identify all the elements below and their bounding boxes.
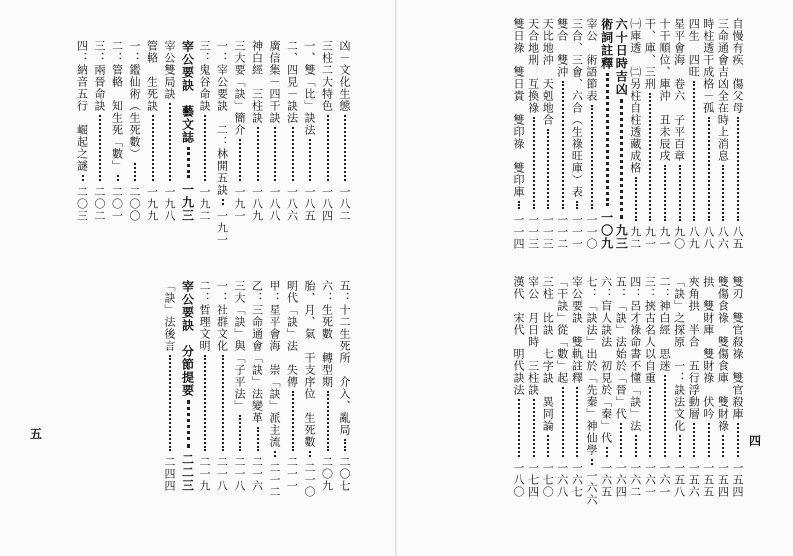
toc-dot-leader bbox=[687, 423, 695, 457]
toc-entry-title: 胎、月、氣 干支序位 生死數 bbox=[303, 280, 316, 448]
toc-entry bbox=[731, 276, 743, 498]
toc-page-number: 九二 bbox=[628, 226, 642, 250]
toc-entry-title: 一：宰公要訣 二：林開五訣 bbox=[215, 40, 229, 196]
toc-entry-title: 乙：三命通會「訣」法變革 bbox=[250, 280, 264, 424]
toc-page-number: 二一八 bbox=[215, 456, 229, 492]
toc-entry bbox=[687, 18, 699, 250]
toc-page-number: 一八九 bbox=[250, 186, 264, 222]
toc-entry bbox=[629, 276, 641, 498]
toc-entry-title: 一：社群文化 bbox=[215, 280, 229, 352]
toc-entry bbox=[600, 276, 612, 498]
toc-entry-title: 「訣」之探原 一：訣法文化 bbox=[672, 276, 686, 432]
toc-dot-leader bbox=[600, 447, 608, 457]
toc-page-number: 一五六 bbox=[687, 462, 701, 498]
toc-page-number: 二一一 bbox=[285, 456, 299, 492]
toc-page-number: 八九 bbox=[687, 226, 701, 250]
toc-dot-leader bbox=[93, 115, 101, 181]
toc-page-number: 一九三 bbox=[180, 183, 195, 222]
toc-entry-title: 三柱二大特色 bbox=[320, 40, 334, 112]
toc-dot-leader bbox=[233, 415, 241, 451]
toc-page-number: 一一〇 bbox=[585, 214, 598, 250]
toc-entry bbox=[570, 276, 582, 498]
toc-entry bbox=[600, 18, 613, 250]
toc-entry-title: 三大「訣」與「子平法」 bbox=[233, 280, 246, 412]
toc-dot-leader bbox=[303, 139, 311, 181]
toc-page-number: 一九九 bbox=[145, 186, 159, 222]
toc-page-number: 二一〇 bbox=[303, 462, 316, 498]
toc-entry bbox=[643, 276, 655, 498]
toc-heading-title: 宰公要訣 分節提要 bbox=[180, 280, 195, 397]
toc-page-number: 二〇一 bbox=[110, 186, 124, 222]
toc-entry-title: 三：挾古名人以自重 bbox=[643, 276, 657, 384]
toc-page-number: 九〇 bbox=[672, 226, 686, 250]
toc-page-number: 一五八 bbox=[672, 462, 686, 498]
toc-entry bbox=[303, 280, 316, 498]
page-number: 四 bbox=[749, 434, 762, 448]
toc-page-number: 一六七 bbox=[570, 462, 584, 498]
toc-page-number: 一八〇 bbox=[512, 462, 525, 498]
toc-entry bbox=[163, 40, 175, 222]
toc-entry bbox=[731, 18, 743, 250]
toc-entry bbox=[251, 280, 263, 492]
toc-entry-title: 雙合 雙沖 bbox=[555, 18, 569, 78]
toc-entry-title: 三：鬼谷命訣 bbox=[198, 40, 211, 112]
toc-entry bbox=[658, 18, 670, 250]
toc-dot-leader bbox=[128, 163, 136, 181]
toc-page-number: 一九八 bbox=[163, 186, 176, 222]
toc-page-number: 一五五 bbox=[701, 462, 715, 498]
toc-dot-leader bbox=[198, 115, 206, 181]
toc-entry-title: 宰公 術語節表 bbox=[585, 18, 598, 102]
toc-dot-leader bbox=[321, 391, 329, 451]
toc-dot-leader bbox=[673, 165, 681, 221]
toc-entry-title: 星平會海 卷六 子平百章 bbox=[672, 18, 686, 162]
toc-entry bbox=[702, 18, 714, 250]
toc-dot-leader bbox=[541, 129, 549, 209]
toc-page-number: 一一三 bbox=[541, 214, 555, 250]
toc-dot-leader bbox=[512, 201, 520, 209]
toc-entry bbox=[541, 276, 553, 498]
toc-page-number: 九三 bbox=[614, 224, 629, 250]
toc-page-number: 一六五 bbox=[599, 462, 613, 498]
toc-entry bbox=[527, 276, 539, 498]
right-page bbox=[397, 0, 793, 556]
toc-page-number: 一八六 bbox=[285, 186, 299, 222]
toc-page-number: 一八八 bbox=[268, 186, 281, 222]
toc-dot-leader bbox=[687, 81, 695, 221]
toc-page-number: 一六八 bbox=[555, 462, 569, 498]
toc-dot-leader bbox=[111, 175, 119, 181]
toc-entry bbox=[268, 280, 281, 498]
toc-entry bbox=[215, 40, 229, 246]
toc-entry bbox=[233, 280, 245, 492]
toc-page-number: 一六四 bbox=[614, 462, 628, 498]
toc-page-number: 二一九 bbox=[198, 456, 211, 492]
toc-entry bbox=[321, 40, 333, 222]
toc-entry-title: 雙傷食祿 雙傷食庫 雙財祿 bbox=[716, 276, 730, 432]
toc-entry-title: 六：盲人訣法 初見於「秦」代 bbox=[599, 276, 613, 444]
toc-dot-leader bbox=[600, 73, 609, 206]
toc-page-number: 九一 bbox=[643, 226, 657, 250]
toc-dot-leader bbox=[541, 435, 549, 457]
toc-entry-title: 天比地沖 天剋地合 bbox=[541, 18, 555, 126]
toc-entry-title: 時柱透干成格－孤 bbox=[701, 18, 715, 114]
toc-page-number: 一一二 bbox=[555, 214, 569, 250]
toc-entry-title: 十干順位、庫沖 丑未辰戌 bbox=[658, 18, 671, 162]
toc-entry-title: 雙刃 雙官殺祿 雙官殺庫 bbox=[731, 276, 744, 420]
toc-heading-title: 六十日時吉凶 bbox=[614, 18, 629, 96]
toc-entry-title: 四生 四旺 bbox=[687, 18, 701, 78]
toc-entry-title: 天合地刑 互換祿 bbox=[526, 18, 540, 114]
toc-dot-leader bbox=[286, 127, 294, 181]
toc-dot-leader bbox=[216, 199, 224, 205]
toc-entry-title: 漢代 宋代 明代訣法 bbox=[512, 276, 525, 396]
toc-dot-leader bbox=[702, 423, 710, 457]
toc-heading-title: 宰公要訣 藝文誌 bbox=[180, 40, 195, 144]
toc-dot-leader bbox=[303, 451, 311, 457]
toc-entry bbox=[702, 276, 714, 498]
toc-entry bbox=[716, 18, 728, 250]
toc-page-number: 八八 bbox=[701, 226, 715, 250]
toc-entry bbox=[614, 18, 627, 250]
toc-entry-title: 凶－文化生態 bbox=[338, 40, 351, 112]
toc-dot-leader bbox=[658, 375, 666, 457]
toc-entry-title: 廣信集－四干訣 bbox=[268, 40, 281, 124]
toc-dot-leader bbox=[629, 177, 637, 221]
toc-entry bbox=[321, 280, 333, 492]
toc-dot-leader bbox=[527, 117, 535, 209]
toc-dot-leader bbox=[286, 391, 294, 451]
toc-dot-leader bbox=[338, 115, 346, 181]
toc-dot-leader bbox=[198, 355, 206, 451]
toc-entry bbox=[585, 276, 598, 506]
toc-entry-title: 七：「訣法」出於「先秦」神仙學 bbox=[585, 276, 598, 456]
toc-dot-leader bbox=[614, 99, 623, 219]
toc-entry-title: 甲：星平會海 崇「訣」派主流 bbox=[268, 280, 281, 448]
toc-dot-leader bbox=[673, 435, 681, 457]
toc-page-number: 二一二 bbox=[268, 462, 281, 498]
toc-dot-leader bbox=[716, 435, 724, 457]
toc-entry-title: 自慢有疾 傷父母 bbox=[731, 18, 744, 114]
toc-entry-title: 五：十二生死所 介入、亂局 bbox=[338, 280, 351, 436]
toc-entry-title: 二：神白經 思迷 bbox=[658, 276, 671, 372]
toc-entry bbox=[268, 40, 280, 222]
toc-entry bbox=[585, 18, 597, 250]
toc-entry bbox=[198, 40, 210, 222]
toc-entry bbox=[303, 40, 315, 222]
toc-page-number: 一一一 bbox=[570, 214, 584, 250]
toc-entry-title: 三合、三會、六合（生祿旺庫）表 bbox=[570, 18, 584, 198]
toc-page-number: 九一 bbox=[658, 226, 671, 250]
toc-dot-leader bbox=[216, 355, 224, 451]
toc-page-number: 二〇九 bbox=[320, 456, 334, 492]
toc-dot-leader bbox=[146, 115, 154, 181]
toc-page-number: 二二三 bbox=[180, 453, 195, 492]
toc-entry-title: 明代「訣」法 失傳 bbox=[285, 280, 299, 388]
toc-entry-title: 四：呂才祿命書不懂「訣」法 bbox=[628, 276, 642, 432]
toc-entry-title: 宰公雙局訣 bbox=[163, 40, 176, 100]
toc-dot-leader bbox=[643, 93, 651, 221]
toc-dot-leader bbox=[338, 439, 346, 451]
toc-page-number: 一六六 bbox=[585, 470, 598, 506]
toc-entry bbox=[111, 40, 123, 222]
toc-entry bbox=[233, 40, 245, 222]
toc-dot-leader bbox=[163, 103, 171, 181]
toc-entry bbox=[128, 40, 140, 222]
toc-dot-leader bbox=[731, 423, 739, 457]
toc-entry-title: 夾角拱 半合 五行浮動層 bbox=[687, 276, 701, 420]
toc-heading-title: 術詞註釋 bbox=[599, 18, 614, 70]
toc-page-number: 二一六 bbox=[250, 456, 264, 492]
toc-dot-leader bbox=[512, 399, 520, 457]
toc-dot-leader bbox=[643, 387, 651, 457]
toc-dot-leader bbox=[716, 165, 724, 221]
toc-page-number: 二〇二 bbox=[93, 186, 106, 222]
toc-entry-title: 拱 雙財庫 雙財祿 伏吟 bbox=[701, 276, 715, 420]
toc-entry-title: 一、雙「比」訣法 bbox=[303, 40, 316, 136]
toc-entry bbox=[198, 280, 210, 492]
toc-entry bbox=[93, 40, 105, 222]
toc-page-number: 八五 bbox=[731, 226, 744, 250]
toc-entry bbox=[556, 18, 568, 250]
toc-dot-leader bbox=[570, 387, 578, 457]
toc-page-number: 一一四 bbox=[512, 214, 525, 250]
toc-entry bbox=[146, 40, 158, 222]
toc-dot-leader bbox=[233, 139, 241, 181]
toc-dot-leader bbox=[181, 400, 190, 448]
toc-entry bbox=[216, 280, 228, 492]
toc-page-number: 二〇三 bbox=[75, 186, 89, 222]
toc-entry-title: 三大要「訣」簡介 bbox=[233, 40, 246, 136]
toc-entry-title: 三：兩晉命訣 bbox=[93, 40, 106, 112]
page-number: 五 bbox=[30, 427, 43, 441]
toc-entry bbox=[181, 280, 194, 492]
toc-page-number: 一八五 bbox=[303, 186, 316, 222]
toc-page-number: 一一三 bbox=[526, 214, 540, 250]
toc-entry bbox=[614, 276, 626, 498]
toc-dot-leader bbox=[702, 117, 710, 221]
toc-dot-leader bbox=[585, 105, 593, 209]
toc-entry bbox=[512, 276, 524, 498]
toc-dot-leader bbox=[163, 355, 171, 451]
toc-page-number: 二〇七 bbox=[338, 456, 351, 492]
toc-entry bbox=[286, 40, 298, 222]
toc-entry-title: 三命通會吉凶全在時上消息 bbox=[716, 18, 730, 162]
toc-dot-leader bbox=[731, 117, 739, 221]
toc-entry bbox=[556, 276, 568, 498]
toc-page-number: 一八二 bbox=[338, 186, 351, 222]
toc-entry bbox=[76, 40, 88, 222]
toc-entry bbox=[629, 18, 641, 250]
toc-entry-title: 管輅 生死訣 bbox=[145, 40, 159, 112]
toc-dot-leader bbox=[629, 435, 637, 457]
toc-page-number: 一五四 bbox=[731, 462, 744, 498]
toc-page-number: 一九一 bbox=[233, 186, 246, 222]
toc-page-number: 一七〇 bbox=[541, 462, 555, 498]
toc-page-number: 一六一 bbox=[643, 462, 657, 498]
toc-entry bbox=[570, 18, 582, 250]
toc-dot-leader bbox=[585, 459, 593, 465]
toc-dot-leader bbox=[556, 387, 564, 457]
toc-dot-leader bbox=[251, 427, 259, 451]
toc-page-number: 一八四 bbox=[320, 186, 334, 222]
toc-entry bbox=[338, 280, 350, 492]
toc-entry-title: 「訣」法後言 bbox=[163, 280, 176, 352]
toc-entry bbox=[527, 18, 539, 250]
toc-entry bbox=[643, 18, 655, 250]
toc-entry-title: 四：納音五行 崛起之謎 bbox=[75, 40, 89, 172]
toc-dot-leader bbox=[570, 201, 578, 209]
toc-dot-leader bbox=[268, 127, 276, 181]
toc-page-number: 一九二 bbox=[198, 186, 211, 222]
left-page bbox=[0, 0, 395, 556]
toc-entry bbox=[673, 18, 685, 250]
toc-dot-leader bbox=[527, 399, 535, 457]
toc-entry-title: 干、庫、三刑 bbox=[643, 18, 657, 90]
toc-entry-title: 一：鑑仙術（生死數） bbox=[128, 40, 141, 160]
toc-entry-title: 神白經 三柱訣 bbox=[250, 40, 264, 124]
toc-entry bbox=[181, 40, 194, 222]
toc-dot-leader bbox=[268, 451, 276, 457]
toc-dot-leader bbox=[76, 175, 84, 181]
toc-entry bbox=[512, 18, 524, 250]
toc-dot-leader bbox=[614, 423, 622, 457]
toc-entry-title: 三柱 比訣 七字訣 異同論 bbox=[541, 276, 555, 432]
toc-entry-title: 雙日祿 雙日貴 雙印祿 雙印庫 bbox=[512, 18, 525, 198]
toc-entry-title: 二：哲理文明 bbox=[198, 280, 211, 352]
toc-dot-leader bbox=[181, 147, 190, 178]
toc-entry bbox=[251, 40, 263, 222]
toc-entry bbox=[338, 40, 350, 222]
toc-entry bbox=[716, 276, 728, 498]
toc-page-number: 一〇九 bbox=[599, 211, 614, 250]
toc-entry-title: 五：「訣」法始於「晉」代 bbox=[614, 276, 628, 420]
toc-entry bbox=[673, 276, 685, 498]
toc-entry bbox=[163, 280, 175, 492]
toc-entry bbox=[658, 276, 670, 498]
toc-page-number: 一六一 bbox=[658, 462, 671, 498]
toc-entry-title: 二：管輅 知生死「數」 bbox=[110, 40, 124, 172]
toc-page-number: 一六二 bbox=[628, 462, 642, 498]
toc-entry bbox=[286, 280, 298, 492]
toc-entry bbox=[541, 18, 553, 250]
toc-page-number: 二四四 bbox=[163, 456, 176, 492]
toc-entry-title: 二、四見－訣法 bbox=[285, 40, 299, 124]
toc-entry-title: ㈠庫透 ㈡另柱自柱透藏成格 bbox=[628, 18, 642, 174]
toc-entry bbox=[687, 276, 699, 498]
toc-entry-title: 宰公 月日時 三柱訣 bbox=[526, 276, 540, 396]
toc-page-number: 一五四 bbox=[716, 462, 730, 498]
toc-page-number: 二〇〇 bbox=[128, 186, 141, 222]
toc-page-number: 八六 bbox=[716, 226, 730, 250]
toc-dot-leader bbox=[556, 81, 564, 209]
toc-dot-leader bbox=[321, 115, 329, 181]
toc-entry-title: 宰公要訣 雙軌註釋 bbox=[570, 276, 584, 384]
toc-page-number: 二一八 bbox=[233, 456, 246, 492]
toc-page-number: 一九一 bbox=[215, 210, 229, 246]
toc-entry-title: 六：生死數 轉型期 bbox=[320, 280, 334, 388]
toc-page-number: 一七四 bbox=[526, 462, 540, 498]
toc-dot-leader bbox=[251, 127, 259, 181]
toc-entry-title: 「干訣」從「數」起 bbox=[555, 276, 569, 384]
toc-dot-leader bbox=[658, 165, 666, 221]
